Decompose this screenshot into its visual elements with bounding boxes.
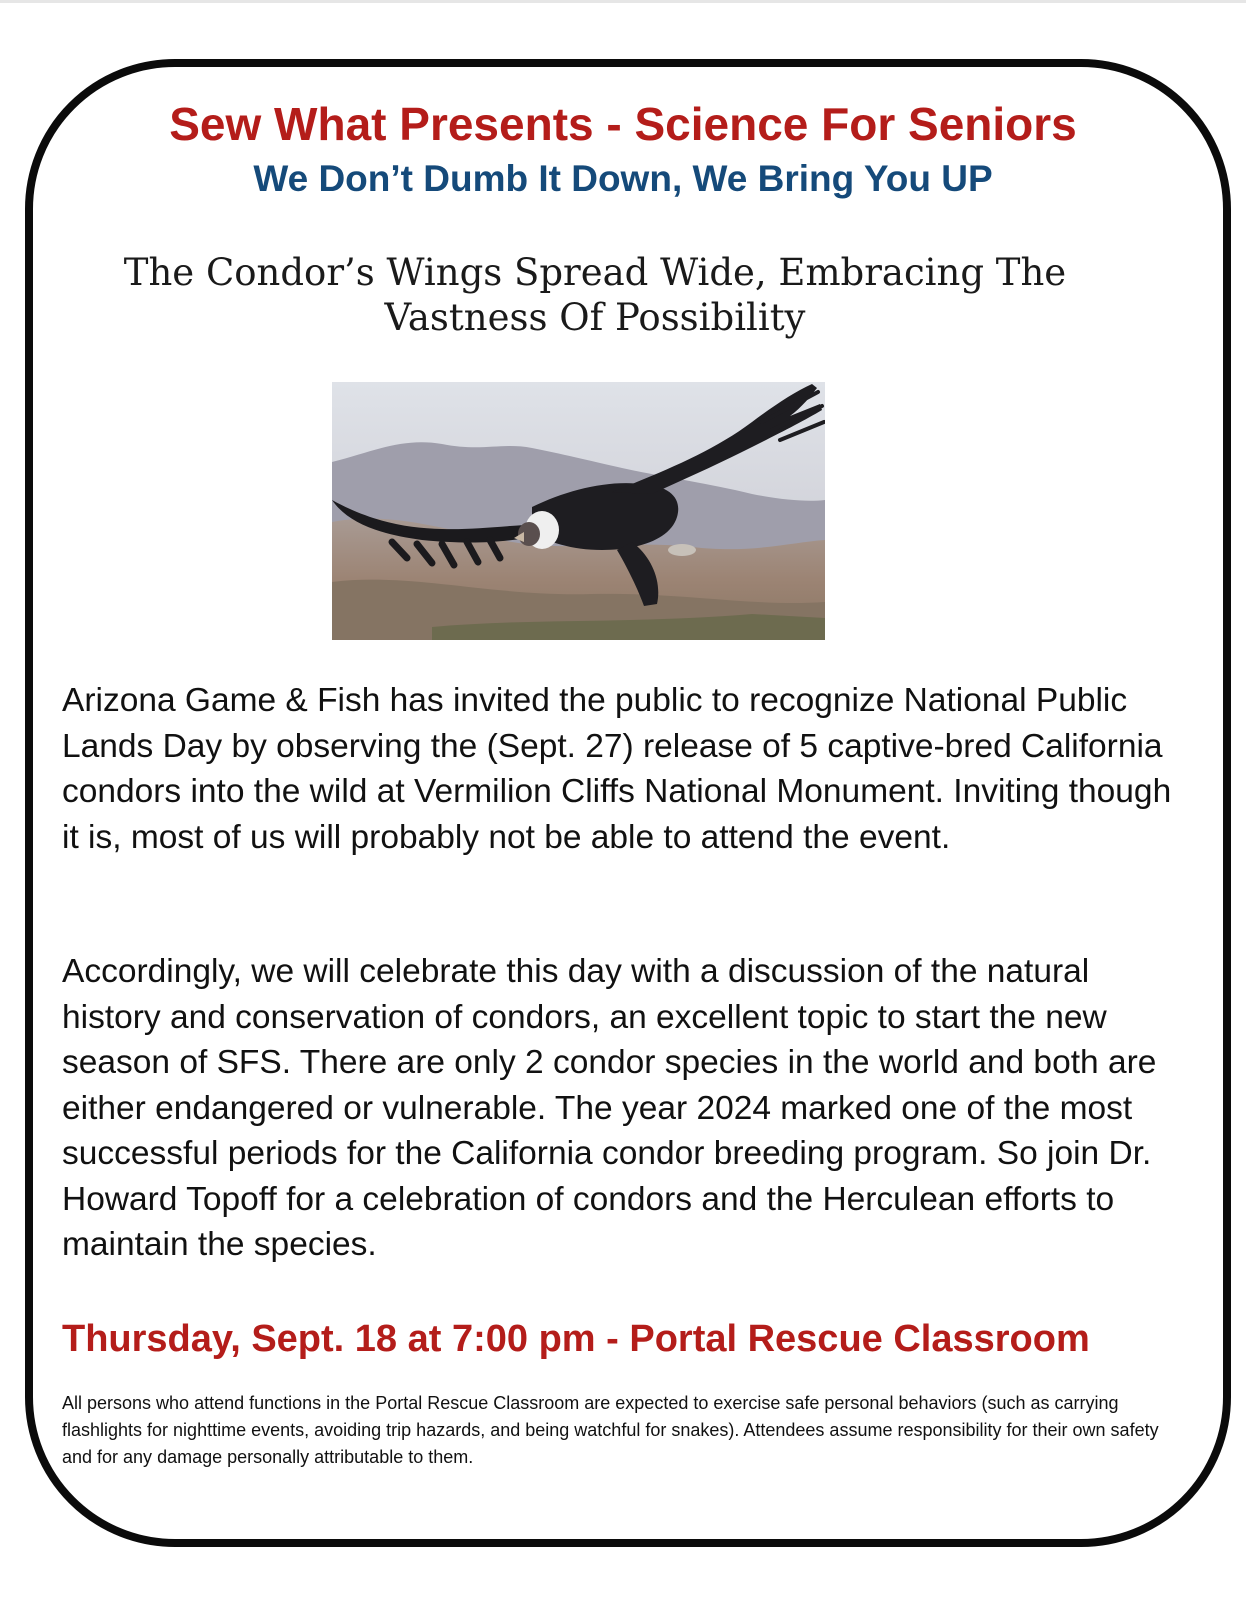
top-divider bbox=[0, 0, 1246, 3]
intro-paragraph: Arizona Game & Fish has invited the public to recognize National Public Lands Day by observing the (Sept. 27) release of 5 captive-bred California condors into the wild at Vermilion Cliffs National Monument. Inviting though it is, most of us will probably not be able to attend the event. bbox=[62, 682, 1172, 856]
condor-photo bbox=[332, 382, 825, 640]
talk-headline-line-2: Vastness Of Possibility bbox=[384, 296, 806, 339]
flyer-title: Sew What Presents - Science For Seniors bbox=[169, 98, 1077, 150]
flyer-tagline: We Don’t Dumb It Down, We Bring You UP bbox=[253, 158, 993, 199]
details-paragraph: Accordingly, we will celebrate this day with a discussion of the natural history and conservation of condors, an excellent topic to start the new season of SFS. There are only 2 condor species in the world and both are either endangered or vulnerable. The year 2024 marked one of the most successful periods for the California condor breeding program. So join Dr. Howard Topoff for a celebration of condors and the Herculean efforts to maintain the species. bbox=[62, 953, 1157, 1263]
talk-headline bbox=[100, 250, 1090, 340]
event-date-location: Thursday, Sept. 18 at 7:00 pm - Portal Rescue Classroom bbox=[62, 1318, 1090, 1360]
safety-disclaimer: All persons who attend functions in the Portal Rescue Classroom are expected to exercise safe personal behaviors (such as carrying flashlights for nighttime events, avoiding trip hazards, and being watchful for snakes). Attendees assume responsibility for their own safety and for any damage personally attributable to them. bbox=[62, 1393, 1159, 1467]
talk-headline-line-1: The Condor’s Wings Spread Wide, Embracing The bbox=[123, 251, 1067, 294]
